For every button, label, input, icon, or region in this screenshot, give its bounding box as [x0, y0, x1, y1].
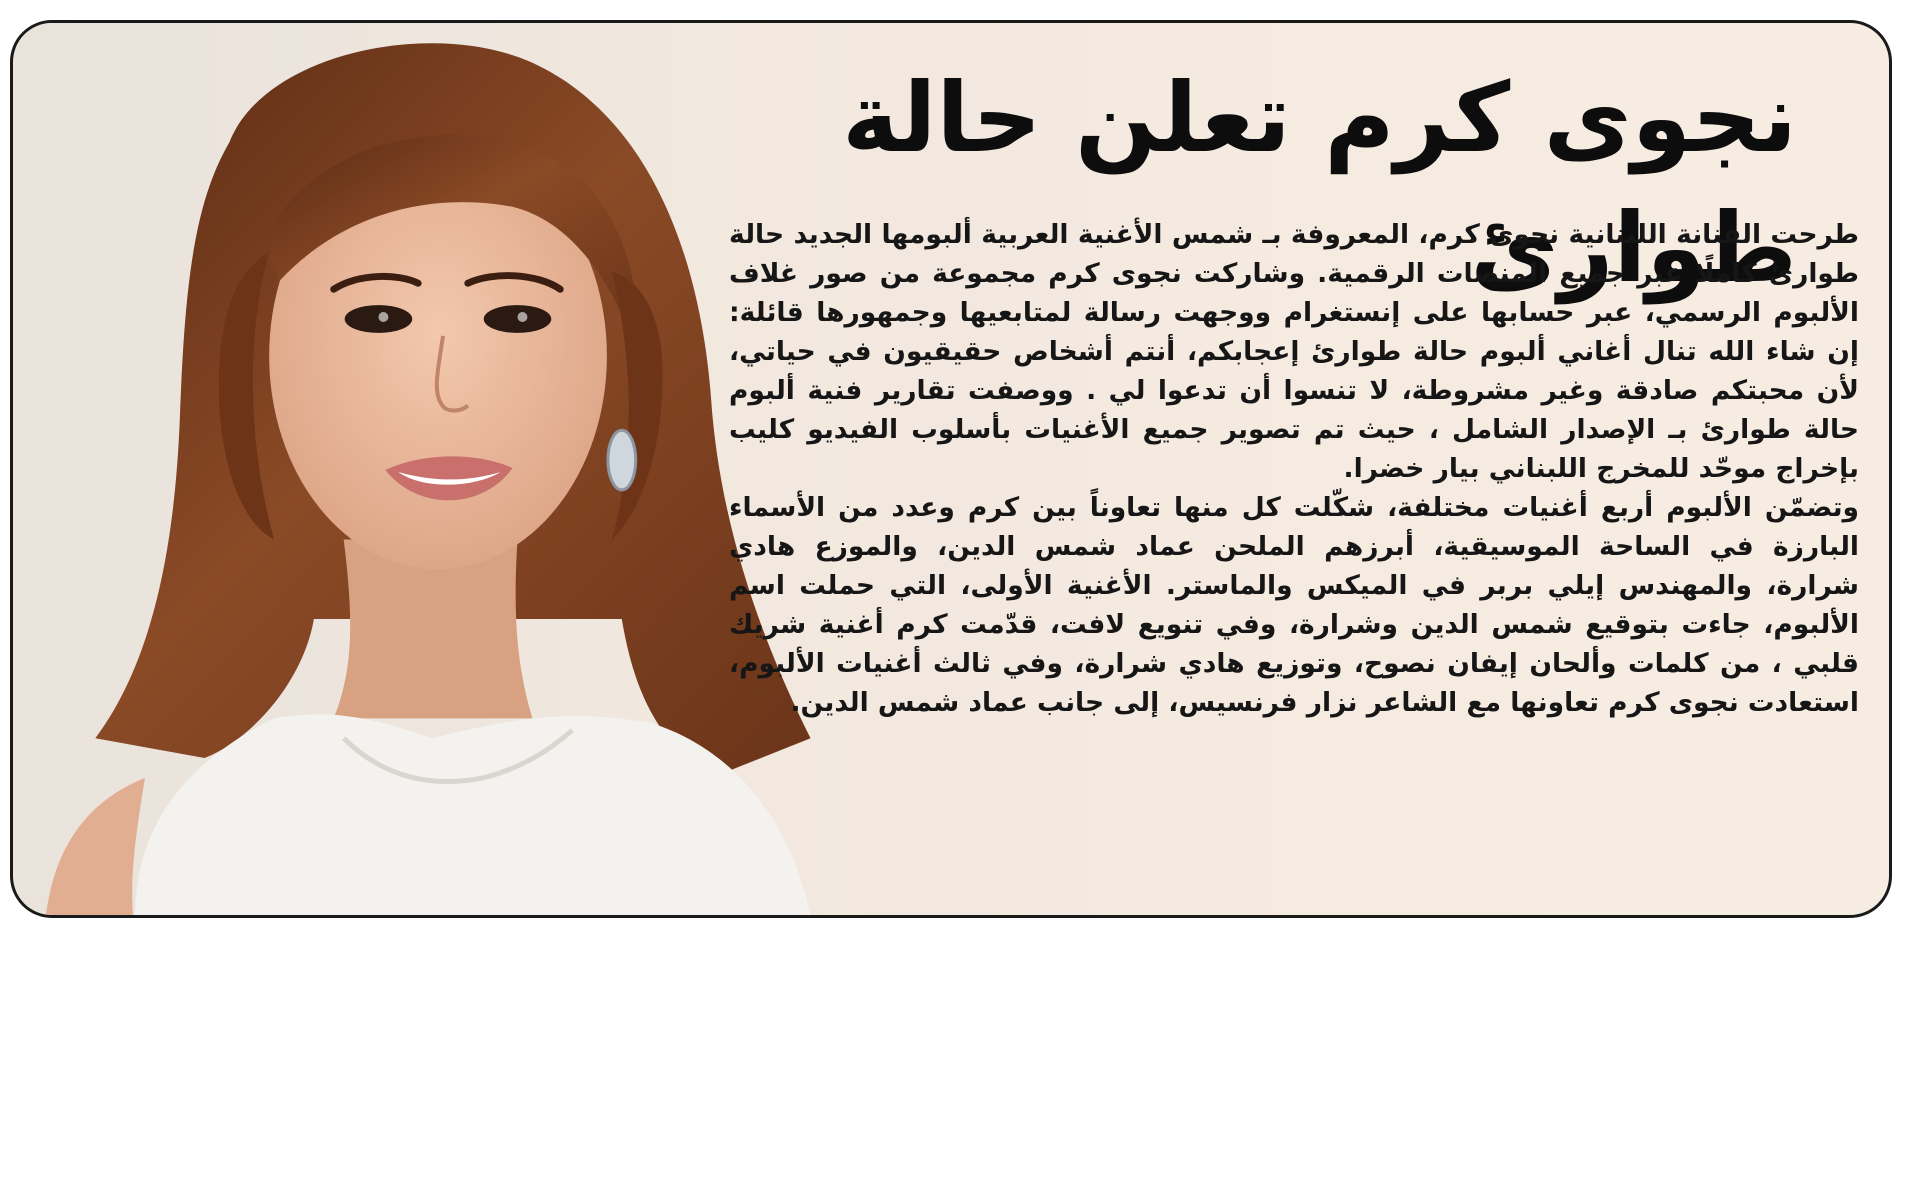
article-body [729, 215, 1859, 722]
article-card [10, 20, 1892, 918]
article-paragraph-1: طرحت الفنانة اللبنانية نجوى كرم، المعروفة بـ شمس الأغنية العربية ألبومها الجديد حالة طوارئ كاملًا عبر جميع المنصات الرقمية. وشاركت نجوى كرم مجموعة من صور غلاف الألبوم الرسمي، عبر حسابها على إنستغرام ووجهت رسالة لمتابعيها وجمهورها قائلة: إن شاء الله تنال أغاني ألبوم حالة طوارئ إعجابكم، أنتم أشخاص حقيقيون في حياتي، لأن محبتكم صادقة وغير مشروطة، لا تنسوا أن تدعوا لي . ووصفت تقارير فنية ألبوم حالة طوارئ بـ الإصدار الشامل ، حيث تم تصوير جميع الأغنيات بأسلوب الفيديو كليب بإخراج موحّد للمخرج اللبناني بيار خضرا. [729, 219, 1859, 484]
article-headline: نجوى كرم تعلن حالة طوارئ [842, 62, 1797, 304]
article-paragraph-2: وتضمّن الألبوم أربع أغنيات مختلفة، شكّلت كل منها تعاوناً بين كرم وعدد من الأسماء البارزة في الساحة الموسيقية، أبرزهم الملحن عماد شمس الدين، والموزع هادي شرارة، والمهندس إيلي بربر في الميكس والماستر. الأغنية الأولى، التي حملت اسم الألبوم، جاءت بتوقيع شمس الدين وشرارة، وفي تنويع لافت، قدّمت كرم أغنية شريك قلبي ، من كلمات وألحان إيفان نصوح، وتوزيع هادي شرارة، وفي ثالث أغنيات الألبوم، استعادت نجوى كرم تعاونها مع الشاعر نزار فرنسيس، إلى جانب عماد شمس الدين. [729, 492, 1859, 718]
